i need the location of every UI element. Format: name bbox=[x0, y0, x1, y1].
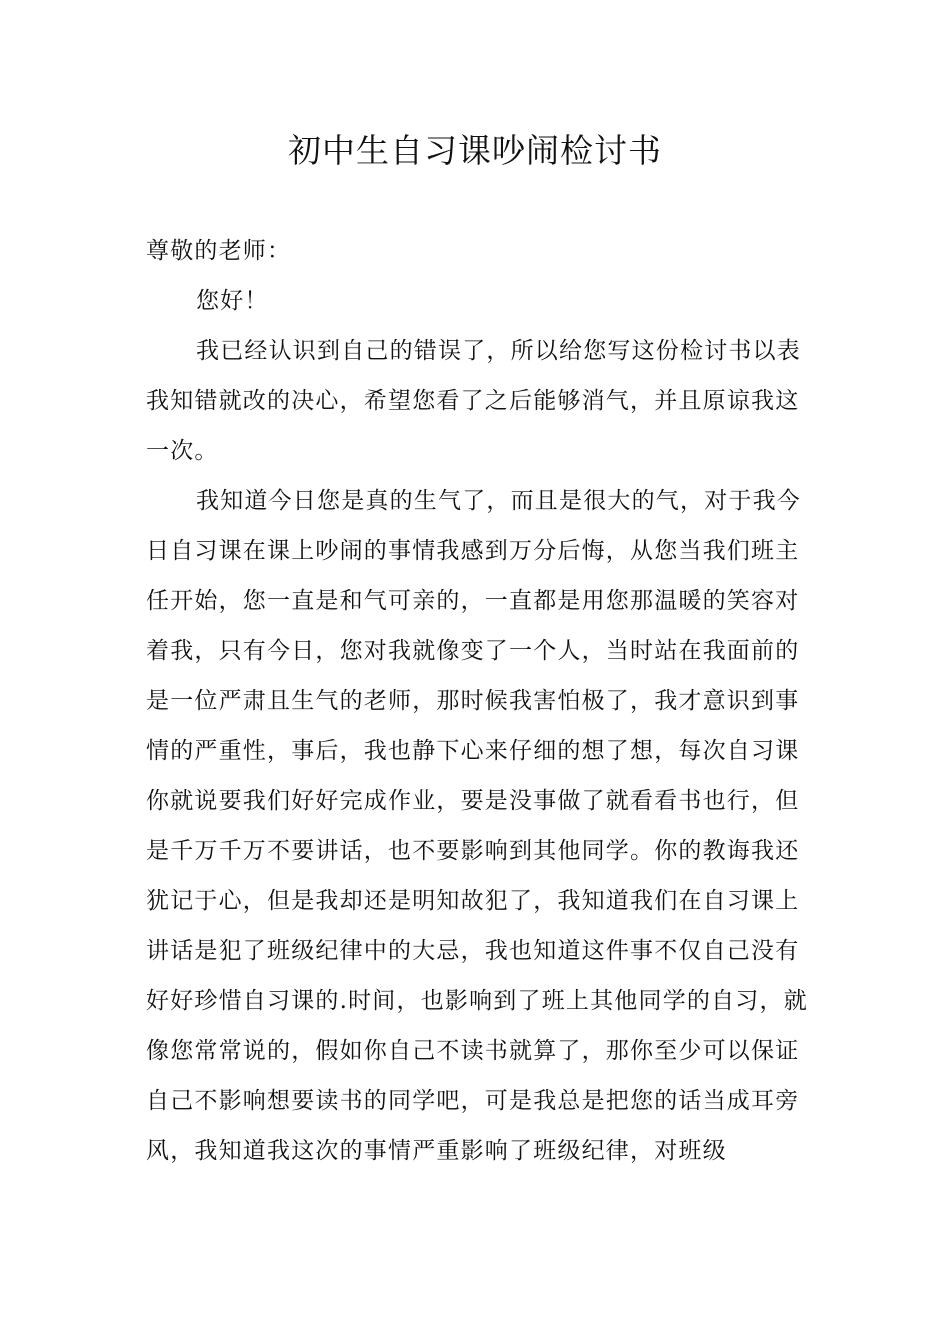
body-paragraph-1: 我已经认识到自己的错误了，所以给您写这份检讨书以表我知错就改的决心，希望您看了之后能够消气，并且原谅我这一次。 bbox=[146, 338, 801, 464]
body-paragraph-2: 我知道今日您是真的生气了，而且是很大的气，对于我今日自习课在课上吵闹的事情我感到万分后悔，从您当我们班主任开始，您一直是和气可亲的，一直都是用您那温暖的笑容对着我，只有今日，您对我就像变了一个人，当时站在我面前的是一位严肃且生气的老师，那时候我害怕极了，我才意识到事情的严重性，事后，我也静下心来仔细的想了想，每次自习课你就说要我们好好完成作业，要是没事做了就看看书也行，但是千万千万不要讲话，也不要影响到其他同学。你的教诲我还犹记于心，但是我却还是明知故犯了，我知道我们在自习课上讲话是犯了班级纪律中的大忌，我也知道这件事不仅自己没有好好珍惜自习课的.时间，也影响到了班上其他同学的自习，就像您常常说的，假如你自己不读书就算了，那你至少可以保证自己不影响想要读书的同学吧，可是我总是把您的话当成耳旁风，我知道我这次的事情严重影响了班级纪律，对班级 bbox=[146, 488, 808, 1164]
document-body bbox=[146, 226, 808, 1176]
greeting-paragraph: 您好！ bbox=[196, 288, 269, 314]
document-title: 初中生自习课吵闹检讨书 bbox=[288, 131, 662, 170]
salutation: 尊敬的老师： bbox=[146, 238, 292, 264]
